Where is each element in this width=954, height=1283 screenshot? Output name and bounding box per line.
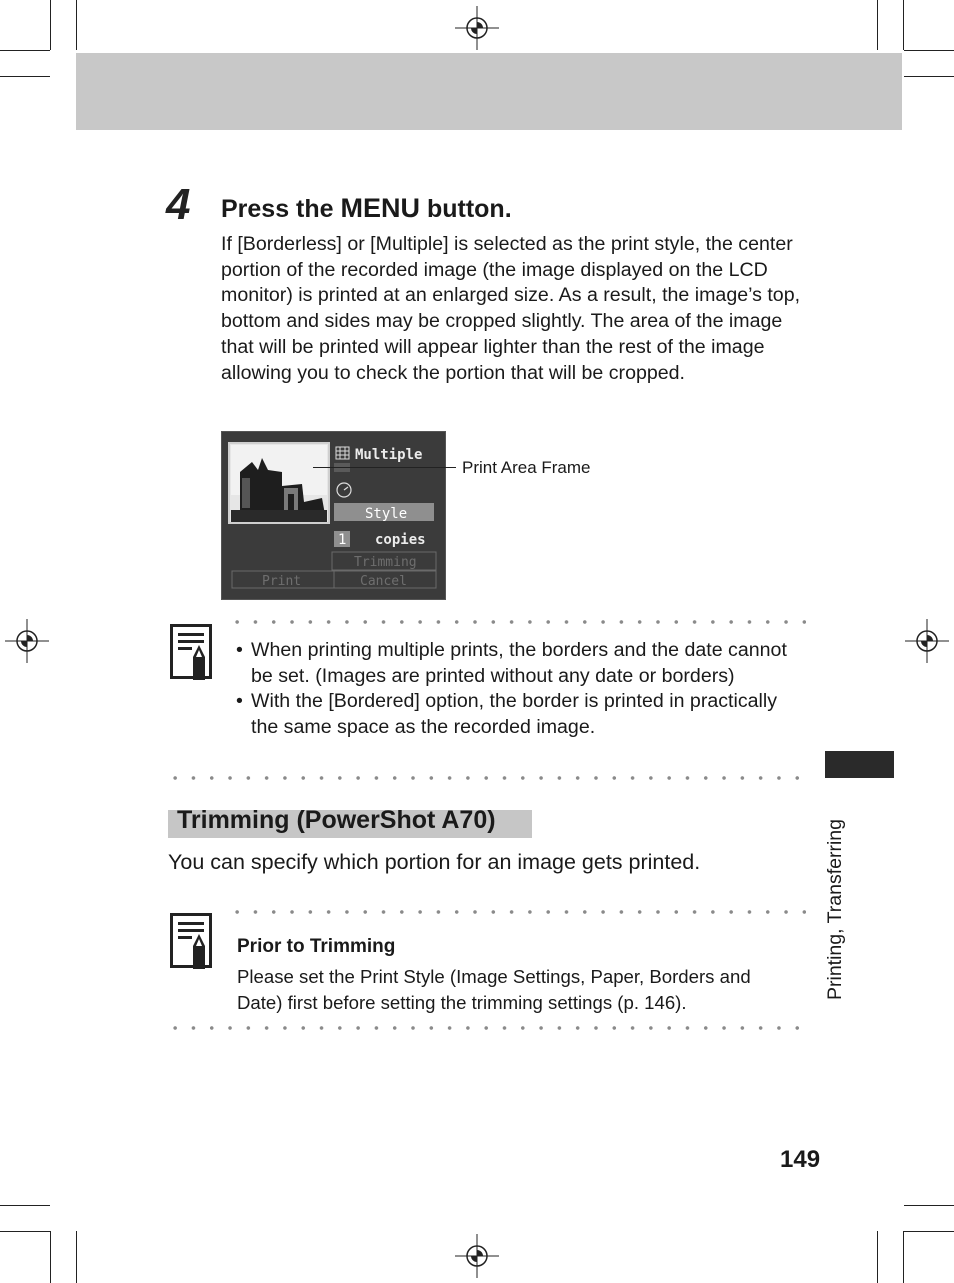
note-pencil-icon [170,913,214,969]
lcd-mode-label: Multiple [355,447,423,463]
dotted-divider [166,1025,806,1031]
section-title: Trimming (PowerShot A70) [177,806,496,834]
photo-thumbnail [229,443,329,523]
section-body: You can specify which portion for an image gets printed. [168,850,701,874]
registration-mark-icon [905,619,949,663]
registration-mark-icon [5,619,49,663]
lcd-copies-count: 1 [338,532,347,548]
note-list [234,638,794,741]
chapter-tab [825,751,894,778]
lcd-display [222,432,445,599]
note-body: Please set the Print Style (Image Settings, Paper, Borders and Date) first before setting the trimming settings (p. 146). [237,966,751,1013]
header-band [76,53,902,130]
step-number: 4 [166,180,191,229]
lcd-cancel-label: Cancel [360,574,407,589]
chapter-tab-label: Printing, Transferring [824,819,846,1000]
lcd-trimming-label: Trimming [354,555,417,570]
note-title: Prior to Trimming [237,936,396,957]
print-area-frame-callout: Print Area Frame [462,458,591,477]
registration-mark-icon [455,6,499,50]
step-body: If [Borderless] or [Multiple] is selected as the print style, the center portion of the recorded image (the image displayed on the LCD monitor) is printed at an enlarged size. As a result, the image’s top, bottom and sides may be cropped slightly. The area of the image that will be printed will appear lighter than the rest of the image allowing you to check the portion that will be cropped. [221,233,801,384]
lcd-screenshot [221,431,446,600]
dotted-divider [228,909,806,915]
page-number: 149 [780,1146,821,1173]
note-pencil-icon [170,624,214,680]
callout-leader-line [313,467,456,468]
step-title-suffix: button. [420,195,512,223]
dotted-divider [166,775,806,781]
lcd-copies-label: copies [375,532,426,548]
step-title-prefix: Press the [221,195,341,223]
lcd-print-label: Print [262,574,302,589]
registration-mark-icon [455,1234,499,1278]
note-item: • When printing multiple prints, the borders and the date cannot be set. (Images are printed without any date or borders) [234,638,794,689]
dotted-divider [228,619,806,625]
step-title [221,193,512,224]
lcd-style-label: Style [365,506,408,522]
note-item: • With the [Bordered] option, the border is printed in practically the same space as the recorded image. [234,689,794,740]
menu-button-label: MENU [340,193,421,223]
